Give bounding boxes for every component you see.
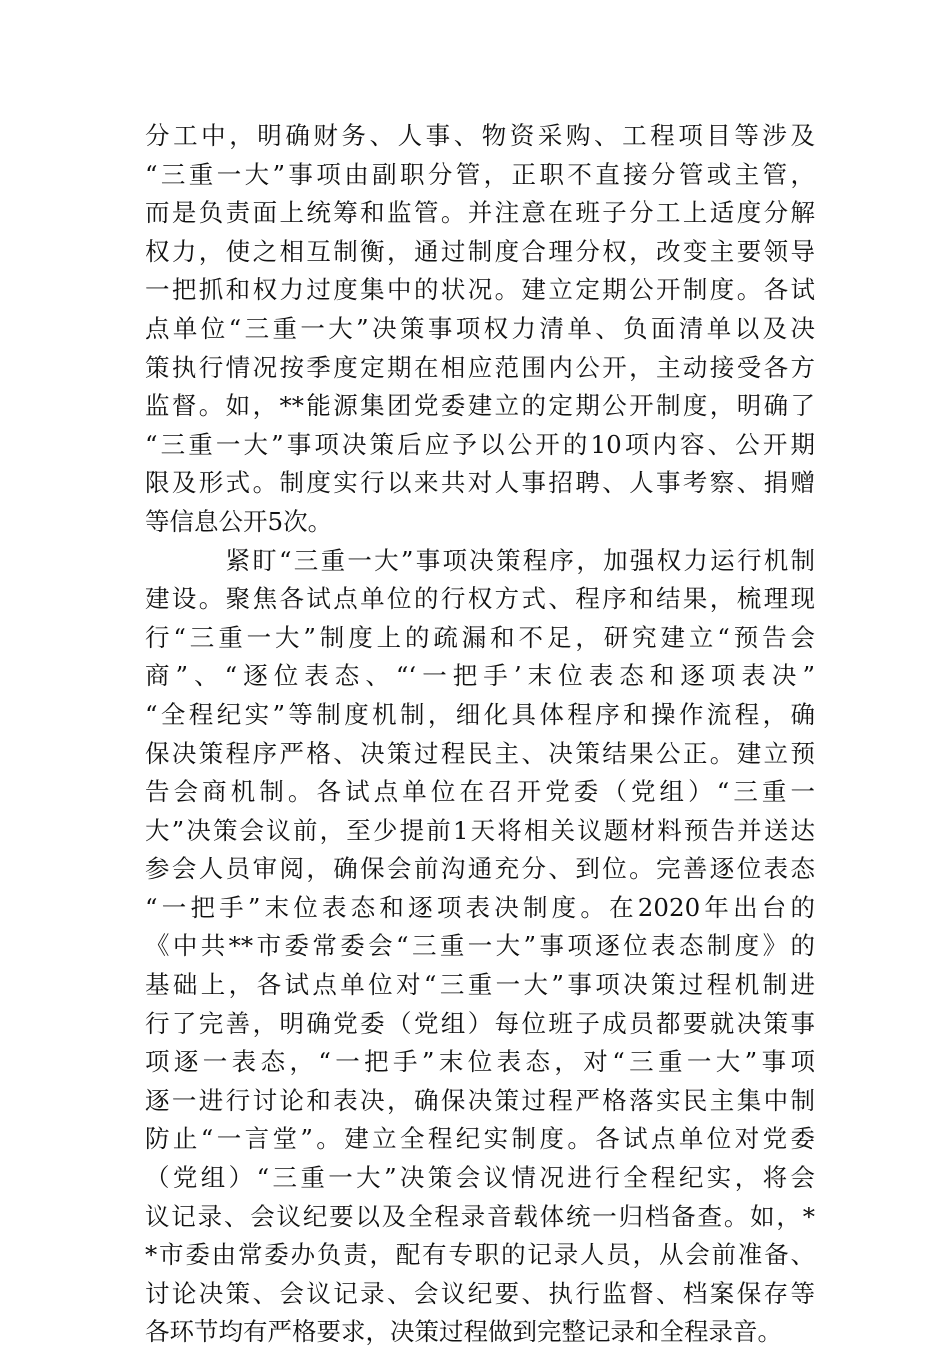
- text-line: 行“三重一大”制度上的疏漏和不足，研究建立“预告会: [145, 622, 815, 652]
- text-line: 限及形式。制度实行以来共对人事招聘、人事考察、捐赠: [145, 468, 815, 498]
- text-line: “三重一大”事项决策后应予以公开的10项内容、公开期: [145, 429, 815, 459]
- text-line: “全程纪实”等制度机制，细化具体程序和操作流程，确: [145, 699, 815, 729]
- text-line: 项逐一表态，“一把手”末位表态，对“三重一大”事项: [145, 1047, 815, 1077]
- text-line: 监督。如，**能源集团党委建立的定期公开制度，明确了: [145, 391, 815, 421]
- document-body: [145, 117, 815, 1352]
- text-line: 议记录、会议纪要以及全程录音载体统一归档备查。如，*: [145, 1201, 815, 1231]
- text-line: （党组）“三重一大”决策会议情况进行全程纪实，将会: [145, 1163, 815, 1193]
- paragraph-first-line: 紧盯“三重一大”事项决策程序，加强权力运行机制: [145, 545, 815, 575]
- text-line: 策执行情况按季度定期在相应范围内公开，主动接受各方: [145, 352, 815, 382]
- text-line: 参会人员审阅，确保会前沟通充分、到位。完善逐位表态: [145, 854, 815, 884]
- text-line: 建设。聚焦各试点单位的行权方式、程序和结果，梳理现: [145, 584, 815, 614]
- text-line: 商”、“逐位表态、“‘一把手’末位表态和逐项表决”: [145, 661, 815, 691]
- text-line: 等信息公开5次。: [145, 506, 333, 536]
- text-line: 逐一进行讨论和表决，确保决策过程严格落实民主集中制: [145, 1085, 815, 1115]
- text-line: 防止“一言堂”。建立全程纪实制度。各试点单位对党委: [145, 1124, 815, 1154]
- text-line: 基础上，各试点单位对“三重一大”事项决策过程机制进: [145, 970, 815, 1000]
- text-line: “三重一大”事项由副职分管，正职不直接分管或主管，: [145, 159, 815, 189]
- text-line: *市委由常委办负责，配有专职的记录人员，从会前准备、: [145, 1240, 815, 1270]
- text-line: 权力，使之相互制衡，通过制度合理分权，改变主要领导: [145, 236, 815, 266]
- text-line: 而是负责面上统筹和监管。并注意在班子分工上适度分解: [145, 198, 815, 228]
- text-line: 告会商机制。各试点单位在召开党委（党组）“三重一: [145, 777, 815, 807]
- text-line: “一把手”末位表态和逐项表决制度。在2020年出台的: [145, 892, 815, 922]
- text-line: 讨论决策、会议记录、会议纪要、执行监督、档案保存等: [145, 1278, 815, 1308]
- text-line: 保决策程序严格、决策过程民主、决策结果公正。建立预: [145, 738, 815, 768]
- text-line: 一把抓和权力过度集中的状况。建立定期公开制度。各试: [145, 275, 815, 305]
- text-line: 大”决策会议前，至少提前1天将相关议题材料预告并送达: [145, 815, 815, 845]
- text-line: 《中共**市委常委会“三重一大”事项逐位表态制度》的: [145, 931, 815, 961]
- text-line: 各环节均有严格要求，决策过程做到完整记录和全程录音。: [145, 1317, 782, 1347]
- text-line: 点单位“三重一大”决策事项权力清单、负面清单以及决: [145, 313, 815, 343]
- text-line: 行了完善，明确党委（党组）每位班子成员都要就决策事: [145, 1008, 815, 1038]
- text-line: 分工中，明确财务、人事、物资采购、工程项目等涉及: [145, 121, 815, 150]
